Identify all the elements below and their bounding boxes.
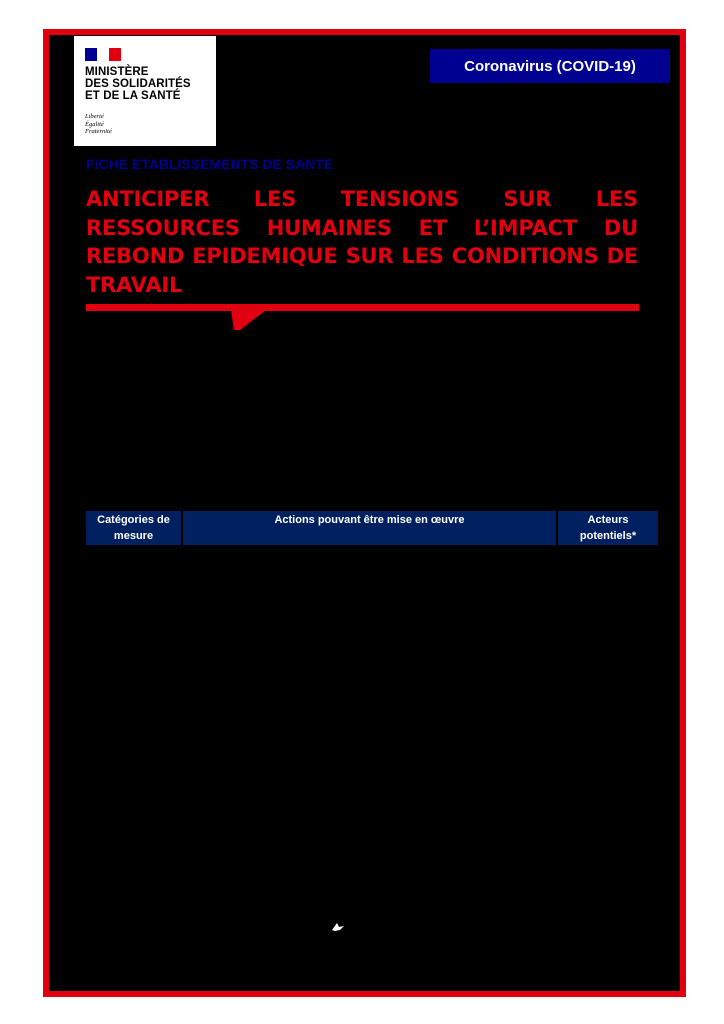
- decorative-mark-icon: [331, 921, 345, 933]
- fiche-label: FICHE ETABLISSEMENTS DE SANTE: [86, 156, 334, 172]
- title-notch-icon: [230, 304, 274, 332]
- page-title: ANTICIPER LES TENSIONS SUR LES RESSOURCES HUMAINES ET L’IMPACT DU REBOND EPIDEMIQUE SUR LES CONDITIONS DE TRAVAIL: [86, 187, 638, 297]
- french-flag-icon: [85, 48, 121, 61]
- ministry-logo: [74, 36, 216, 146]
- republic-motto: Liberté Égalité Fraternité: [85, 113, 112, 135]
- column-header-categories: Catégories de mesure: [86, 511, 181, 545]
- title-underline: [86, 304, 639, 311]
- column-header-acteurs: Acteurs potentiels*: [558, 511, 658, 545]
- table-header: [86, 511, 658, 545]
- ministry-name: MINISTÈRE DES SOLIDARITÉS ET DE LA SANTÉ: [85, 66, 191, 102]
- column-header-actions: Actions pouvant être mise en œuvre: [183, 511, 556, 545]
- covid-badge: Coronavirus (COVID-19): [430, 49, 670, 83]
